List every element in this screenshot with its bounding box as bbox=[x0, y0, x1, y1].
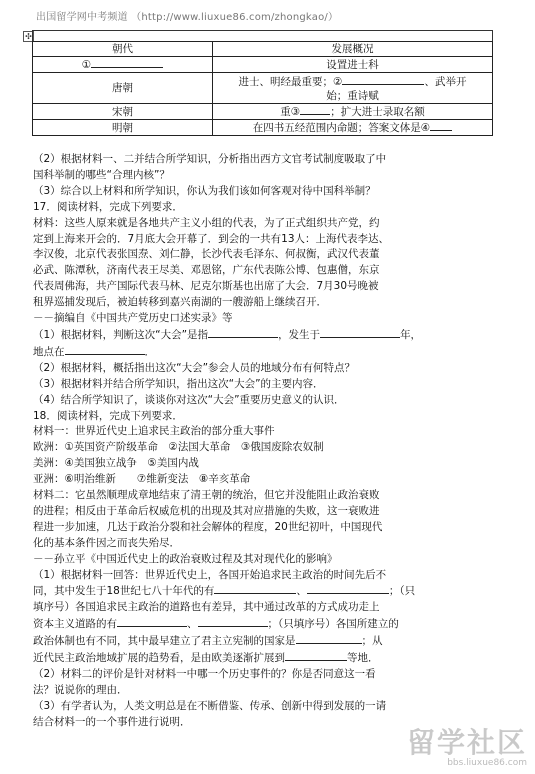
text-line: 材料：这些人原来就是各地共产主义小组的代表，为了正式组织共产党，约 bbox=[33, 216, 380, 229]
text-line: （3）综合以上材料和所学知识，你认为我们该如何客观对待中国科举制？ bbox=[33, 184, 376, 197]
text-line: 租界巡捕发现后，被迫转移到嘉兴南湖的一艘游船上继续召开． bbox=[33, 296, 327, 309]
text-line: 的进程；相反由于革命后权威危机的出现及其对应措施的失败，这一衰败进 bbox=[33, 504, 380, 517]
text-line: 18．阅读材料，完成下列要求． bbox=[33, 409, 183, 422]
text-line: 代表周佛海，共产国际代表马林、尼克尔斯基也出席了大会．7月30号晚被 bbox=[33, 280, 379, 293]
text-line: 亚洲：⑥明治维新 ⑦维新变法 ⑧辛亥革命 bbox=[33, 473, 251, 486]
text-line: 法？说说你的理由． bbox=[33, 683, 128, 696]
table-header-development: 发展概况 bbox=[213, 42, 493, 57]
text-line: （1）根据材料，判断这次“大会”是指 ，发生于 年， bbox=[33, 328, 422, 341]
text-line: 填序号）各国追求民主政治的道路也有差异，其中通过改革的方式成功走上 bbox=[33, 601, 380, 614]
text-line: 定到上海来开会的．7月底大会开幕了．到会的一共有13人：上海代表李达、 bbox=[33, 232, 390, 245]
text-line: 资本主义道路的有 、 ；（只填序号）各国所建立的 bbox=[33, 618, 399, 631]
text-line: （3）根据材料并结合所学知识，指出这次“大会”的主要内容． bbox=[33, 377, 324, 390]
text-line: 程进一步加速，几达于政治分裂和社会解体的程度，20世纪初叶，中国现代 bbox=[33, 520, 383, 533]
text-line: 欧洲：①英国资产阶级革命 ②法国大革命 ③俄国废除农奴制 bbox=[33, 441, 324, 454]
page-header-url: 出国留学网中考频道 （http://www.liuxue86.com/zhongkao/） bbox=[36, 12, 339, 23]
text-line: 近代民主政治地域扩展的趋势看，是由欧美逐渐扩展到 等地． bbox=[33, 652, 379, 665]
table-cell: 进士、明经最重要；② 、武举开 始；重诗赋 bbox=[213, 73, 493, 104]
table-cell: 宋朝 bbox=[33, 104, 213, 120]
text-line: 化的基本条件因之而丧失殆尽． bbox=[33, 536, 180, 549]
text-line: （2）根据材料，概括指出这次“大会”参会人员的地域分布有何特点？ bbox=[33, 361, 356, 374]
text-line: 国科举制的哪些“合理内核”？ bbox=[33, 168, 170, 181]
text-line: （1）根据材料一回答：世界近代史上，各国开始追求民主政治的时间先后不 bbox=[33, 568, 387, 581]
text-line: 李汉俊，北京代表张国焘、刘仁静，长沙代表毛泽东、何叔衡，武汉代表董 bbox=[33, 248, 380, 261]
text-line: －－摘编自《中国共产党历史口述实录》等 bbox=[33, 312, 233, 325]
document-body bbox=[33, 152, 503, 731]
text-line: （3）有学者认为，人类文明总是在不断借鉴、传承、创新中得到发展的一请 bbox=[33, 699, 387, 712]
table-move-handle-icon[interactable]: ✣ bbox=[23, 31, 34, 42]
keju-table bbox=[32, 41, 493, 136]
text-line: 材料一：世界近代史上追求民主政治的部分重大事件 bbox=[33, 425, 275, 438]
table-cell: 明朝 bbox=[33, 120, 213, 136]
text-line: 美洲：④美国独立战争 ⑤美国内战 bbox=[33, 457, 199, 470]
watermark-url: bbs.liuxue86.com bbox=[447, 758, 527, 768]
table-cell: 唐朝 bbox=[33, 73, 213, 104]
watermark-logo: 留学社区 bbox=[406, 726, 527, 759]
text-line: 必武、陈潭秋，济南代表王尽美、邓恩铭，广东代表陈公博、包惠僧，东京 bbox=[33, 264, 380, 277]
text-line: （4）结合所学知识了，谈谈你对这次“大会”重要历史意义的认识． bbox=[33, 393, 345, 406]
table-cell: 重③ ；扩大进士录取名额 bbox=[213, 104, 493, 120]
site-watermark bbox=[407, 728, 527, 768]
text-line: 17．阅读材料，完成下列要求． bbox=[33, 200, 183, 213]
blank-top-table-row bbox=[32, 30, 493, 41]
text-line: 结合材料一的一个事件进行说明． bbox=[33, 715, 191, 728]
table-cell: ① bbox=[33, 57, 213, 73]
table-cell: 设置进士科 bbox=[213, 57, 493, 73]
text-line: 地点在 ． bbox=[33, 345, 155, 358]
text-line: （2）材料二的评价是针对材料一中哪一个历史事件的？你是否同意这一看 bbox=[33, 668, 376, 680]
table-header-dynasty: 朝代 bbox=[33, 42, 213, 57]
text-line: 材料二：它虽然顺理成章地结束了清王朝的统治，但它并没能阻止政治衰败 bbox=[33, 489, 380, 502]
table-cell: 在四书五经范围内命题；答案文体是④ bbox=[213, 120, 493, 136]
text-line: 政治体制也有不同，其中最早建立了君主立宪制的国家是 ；从 bbox=[33, 635, 383, 648]
text-line: －－孙立平《中国近代史上的政治衰败过程及其对现代化的影响》 bbox=[33, 552, 338, 565]
text-line: 同，其中发生于18世纪七八十年代的有 、 ；（只 bbox=[33, 585, 416, 598]
text-line: （2）根据材料一、二并结合所学知识，分析指出西方文官考试制度吸取了中 bbox=[33, 153, 387, 165]
